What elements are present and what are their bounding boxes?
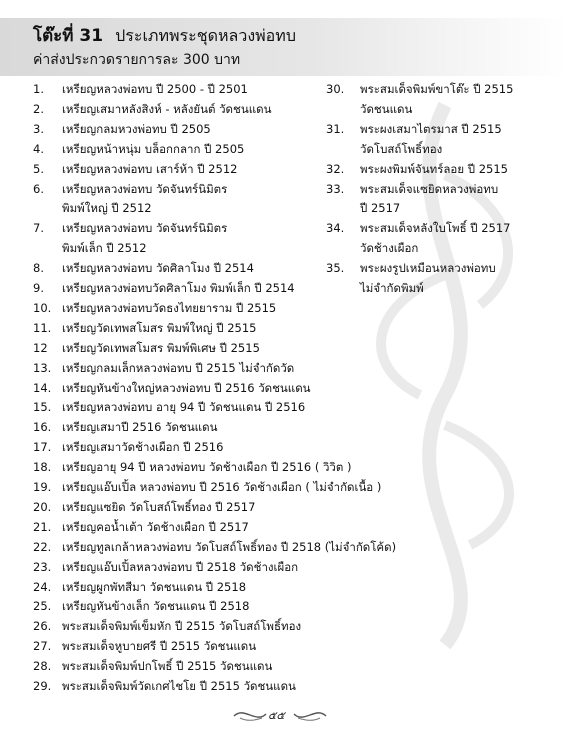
- item-text: พระสมเด็จพิมพ์วัดเกศไชโย ปี 2515 วัดชนแดน: [62, 679, 296, 693]
- item-number: 11.: [33, 320, 52, 335]
- item-text: ปี 2517: [360, 201, 401, 216]
- item-number: 34.: [326, 221, 345, 236]
- item-number: 7.: [33, 221, 44, 236]
- item-text: เหรียญวัดเทพสโมสร พิมพ์ใหญ่ ปี 2515: [62, 320, 257, 335]
- item-number: 2.: [33, 101, 44, 116]
- item-text: เหรียญแซยิด วัดโบสถ์โพธิ์ทอง ปี 2517: [62, 499, 256, 514]
- item-number: 32.: [326, 161, 345, 176]
- item-text: วัดช้างเผือก: [360, 241, 419, 256]
- item-text: เหรียญเสมาปี 2516 วัดชนแดน: [62, 420, 218, 435]
- item-number: 14.: [33, 380, 52, 395]
- item-number: 33.: [326, 181, 345, 196]
- item-text: พระสมเด็จพิมพ์เข็มหัก ปี 2515 วัดโบสถ์โพธิ์ทอง: [62, 619, 302, 634]
- item-text: เหรียญหลวงพ่อทบ วัดจันทร์นิมิตร: [62, 221, 228, 236]
- item-text: เหรียญหลวงพ่อทบวัดศิลาโมง พิมพ์เล็ก ปี 2514: [62, 281, 295, 295]
- item-number: 15.: [33, 400, 52, 415]
- item-number: 21.: [33, 519, 52, 534]
- item-text: เหรียญหันข้างเล็ก วัดชนแดน ปี 2518: [62, 599, 250, 614]
- page-number: ๕๕: [268, 709, 285, 722]
- item-text: วัดโบสถ์โพธิ์ทอง: [360, 141, 443, 156]
- item-number: 18.: [33, 460, 52, 475]
- category-title: ประเภทพระชุดหลวงพ่อทบ: [115, 26, 296, 45]
- item-number: 24.: [33, 579, 52, 594]
- item-text: พระผงพิมพ์จันทร์ลอย ปี 2515: [360, 161, 508, 176]
- item-text: พระสมเด็จหูบายศรี ปี 2515 วัดชนแดน: [62, 639, 257, 654]
- fee-subtitle: ค่าส่งประกวดรายการละ 300 บาท: [33, 52, 241, 68]
- item-number: 31.: [326, 121, 345, 136]
- item-text: พระสมเด็จพิมพ์ปกโพธิ์ ปี 2515 วัดชนแดน: [62, 659, 273, 674]
- item-number: 12: [33, 340, 48, 355]
- item-text: พระสมเด็จหลังใบโพธิ์ ปี 2517: [360, 221, 511, 236]
- table-label: โต๊ะที่ 31: [33, 26, 104, 46]
- item-text: เหรียญเสมาหลังสิงห์ - หลังยันต์ วัดชนแดน: [62, 101, 272, 116]
- item-number: 19.: [33, 480, 52, 494]
- item-number: 26.: [33, 619, 52, 634]
- item-text: เหรียญคอน้ำเต้า วัดช้างเผือก ปี 2517: [62, 519, 249, 534]
- item-number: 20.: [33, 499, 52, 514]
- item-text: เหรียญผูกพัทสีมา วัดชนแดน ปี 2518: [62, 579, 247, 594]
- item-number: 5.: [33, 161, 44, 176]
- item-text: เหรียญหน้าหนุ่ม บล็อกกลาก ปี 2505: [62, 141, 245, 156]
- item-number: 27.: [33, 639, 52, 654]
- item-text: เหรียญกลมเล็กหลวงพ่อทบ ปี 2515 ไม่จำกัดวัด: [62, 360, 295, 375]
- item-number: 30.: [326, 82, 345, 96]
- item-number: 16.: [33, 420, 52, 435]
- item-text: ไม่จำกัดพิมพ์: [360, 280, 424, 295]
- item-text: เหรียญวัดเทพสโมสร พิมพ์พิเศษ ปี 2515: [62, 340, 260, 355]
- item-text: พิมพ์ใหญ่ ปี 2512: [62, 201, 152, 216]
- item-text: เหรียญหลวงพ่อทบวัดธงไทยยาราม ปี 2515: [62, 300, 277, 315]
- item-text: พระผงเสมาไตรมาส ปี 2515: [360, 121, 502, 136]
- item-number: 23.: [33, 559, 52, 574]
- item-number: 29.: [33, 679, 52, 693]
- item-number: 10.: [33, 300, 52, 315]
- page-title: [33, 22, 296, 49]
- item-text: เหรียญหลวงพ่อทบ ปี 2500 - ปี 2501: [62, 82, 248, 96]
- item-text: เหรียญหลวงพ่อทบ อายุ 94 ปี วัดชนแดน ปี 2516: [62, 400, 306, 415]
- item-number: 22.: [33, 539, 52, 554]
- item-number: 28.: [33, 659, 52, 674]
- item-text: พระผงรูปเหมือนหลวงพ่อทบ: [360, 261, 496, 276]
- item-number: 13.: [33, 360, 52, 375]
- item-text: วัดชนแดน: [360, 101, 413, 116]
- item-text: เหรียญแอ๊บเปิ้ล หลวงพ่อทบ ปี 2516 วัดช้างเผือก ( ไม่จำกัดเนื้อ ): [62, 480, 382, 494]
- item-number: 6.: [33, 181, 44, 196]
- item-number: 4.: [33, 141, 44, 156]
- item-number: 25.: [33, 599, 52, 614]
- item-text: พระสมเด็จแซยิดหลวงพ่อทบ: [360, 181, 499, 196]
- item-text: เหรียญหลวงพ่อทบ วัดจันทร์นิมิตร: [62, 181, 228, 196]
- item-text: พระสมเด็จพิมพ์ขาโต๊ะ ปี 2515: [360, 82, 514, 96]
- item-text: เหรียญอายุ 94 ปี หลวงพ่อทบ วัดช้างเผือก ปี 2516 ( วิวิต ): [62, 460, 352, 475]
- item-text: เหรียญทูลเกล้าหลวงพ่อทบ วัดโบสถ์โพธิ์ทอง ปี 2518 (ไม่จำกัดโค้ด): [62, 539, 397, 554]
- item-text: เหรียญแอ๊บเปิ้ลหลวงพ่อทบ ปี 2518 วัดช้างเผือก: [62, 559, 299, 574]
- item-text: เหรียญกลมหวงพ่อทบ ปี 2505: [62, 121, 211, 136]
- item-text: เหรียญเสมาวัดช้างเผือก ปี 2516: [62, 440, 224, 455]
- item-number: 8.: [33, 261, 44, 276]
- item-number: 1.: [33, 82, 44, 96]
- item-text: พิมพ์เล็ก ปี 2512: [62, 241, 147, 256]
- item-number: 9.: [33, 281, 44, 295]
- item-number: 17.: [33, 440, 52, 455]
- item-text: เหรียญหลวงพ่อทบ วัดศิลาโมง ปี 2514: [62, 261, 254, 276]
- item-text: เหรียญหันข้างใหญ่หลวงพ่อทบ ปี 2516 วัดชนแดน: [62, 380, 311, 395]
- item-number: 3.: [33, 121, 44, 136]
- item-number: 35.: [326, 261, 345, 276]
- item-text: เหรียญหลวงพ่อทบ เสาร์ห้า ปี 2512: [62, 161, 238, 176]
